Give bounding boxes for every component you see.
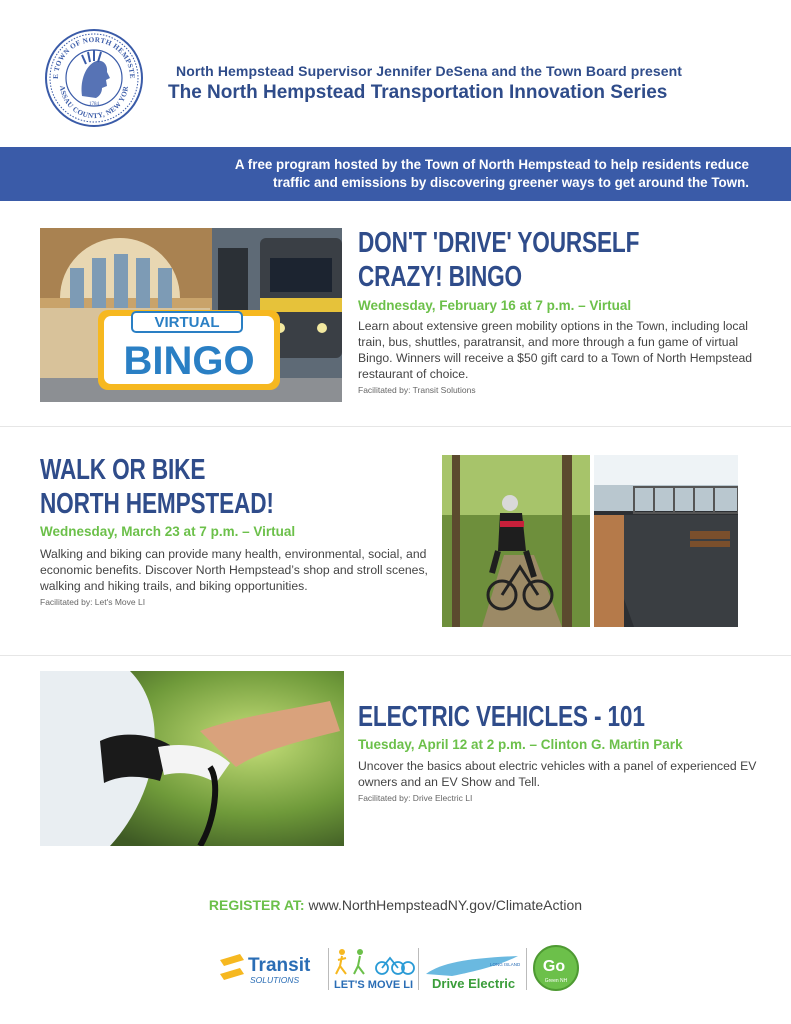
banner-text bbox=[149, 156, 749, 192]
event-walk-bike bbox=[40, 453, 430, 607]
event-date: Wednesday, March 23 at 7 p.m. – Virtual bbox=[40, 524, 296, 539]
go-green-logo-main: Go bbox=[542, 958, 566, 975]
seal-year: 1784 bbox=[89, 102, 99, 107]
seal-text-bottom: ASSAU COUNTY, NEW YOR bbox=[57, 85, 131, 121]
event-facilitator: Facilitated by: Drive Electric LI bbox=[358, 793, 473, 803]
header-subtitle: North Hempstead Supervisor Jennifer DeSena and the Town Board present bbox=[176, 63, 683, 79]
lets-move-logo-text: LET'S MOVE LI bbox=[334, 979, 414, 991]
transit-logo-sub: SOLUTIONS bbox=[250, 975, 300, 985]
event-description: Learn about extensive green mobility options in the Town, including local train, bus, shuttles, paratransit, and more through a fun game of virtual Bingo. Winners will receive a $50 gift card to a Town of North Hempstead restaurant of choice. bbox=[358, 319, 753, 381]
drive-logo-main: Drive Electric bbox=[432, 976, 516, 991]
bingo-badge-main: BINGO bbox=[123, 339, 255, 383]
logo-separator bbox=[526, 948, 527, 990]
event-title: ELECTRIC VEHICLES - 101 bbox=[358, 701, 645, 733]
event-date: Tuesday, April 12 at 2 p.m. – Clinton G. Martin Park bbox=[358, 737, 683, 752]
section-divider bbox=[0, 655, 791, 656]
banner-line-2: traffic and emissions by discovering greener ways to get around the Town. bbox=[273, 175, 749, 190]
page-header bbox=[0, 0, 791, 145]
event-facilitator: Facilitated by: Transit Solutions bbox=[358, 385, 476, 395]
event-title-line-2: CRAZY! BINGO bbox=[358, 261, 523, 293]
town-seal-logo bbox=[44, 28, 144, 128]
event-description: Uncover the basics about electric vehicles with a panel of experienced EV owners and an EV Show and Tell. bbox=[358, 759, 757, 789]
event-date: Wednesday, February 16 at 7 p.m. – Virtual bbox=[358, 298, 632, 313]
bingo-event-image bbox=[40, 228, 342, 402]
drive-logo-small: LONG ISLAND bbox=[490, 962, 521, 967]
event-title-line-2: NORTH HEMPSTEAD! bbox=[40, 488, 274, 520]
section-divider bbox=[0, 426, 791, 427]
register-url-link[interactable]: www.NorthHempsteadNY.gov/ClimateAction bbox=[308, 897, 583, 913]
ev-charger-photo bbox=[40, 671, 344, 846]
waterfront-path-photo bbox=[594, 455, 738, 627]
event-facilitator: Facilitated by: Let's Move LI bbox=[40, 597, 146, 607]
event-electric-vehicles bbox=[358, 700, 768, 803]
event-title-line-1: DON'T 'DRIVE' YOURSELF bbox=[358, 227, 640, 259]
register-line bbox=[0, 897, 791, 913]
lets-move-li-logo bbox=[332, 944, 416, 992]
event-title bbox=[40, 453, 344, 521]
transit-solutions-logo bbox=[216, 944, 326, 992]
banner-line-1: A free program hosted by the Town of North Hempstead to help residents reduce bbox=[234, 157, 749, 172]
register-label: REGISTER AT: bbox=[208, 897, 305, 913]
event-title-line-1: WALK OR BIKE bbox=[40, 454, 206, 486]
seal-text-top: E TOWN OF NORTH HEMPSTE bbox=[51, 35, 137, 80]
event-bingo bbox=[358, 226, 768, 395]
bingo-badge-top: VIRTUAL bbox=[154, 314, 220, 331]
header-title: The North Hempstead Transportation Innovation Series bbox=[168, 82, 668, 103]
go-green-logo-sub: Green NH bbox=[544, 978, 568, 984]
event-description: Walking and biking can provide many health, environmental, social, and economic benefits. Discover North Hempstead’s shop and stroll scenes, walking and hiking trails, and biking opportunities. bbox=[40, 547, 428, 593]
logo-separator bbox=[328, 948, 329, 990]
event-title bbox=[358, 226, 678, 294]
sponsor-logos bbox=[216, 944, 586, 994]
transit-logo-main: Transit bbox=[248, 955, 311, 976]
drive-electric-logo bbox=[422, 944, 524, 992]
logo-separator bbox=[418, 948, 419, 990]
go-green-nh-logo bbox=[532, 944, 580, 992]
cyclist-trail-photo bbox=[442, 455, 590, 627]
info-banner bbox=[0, 147, 791, 201]
